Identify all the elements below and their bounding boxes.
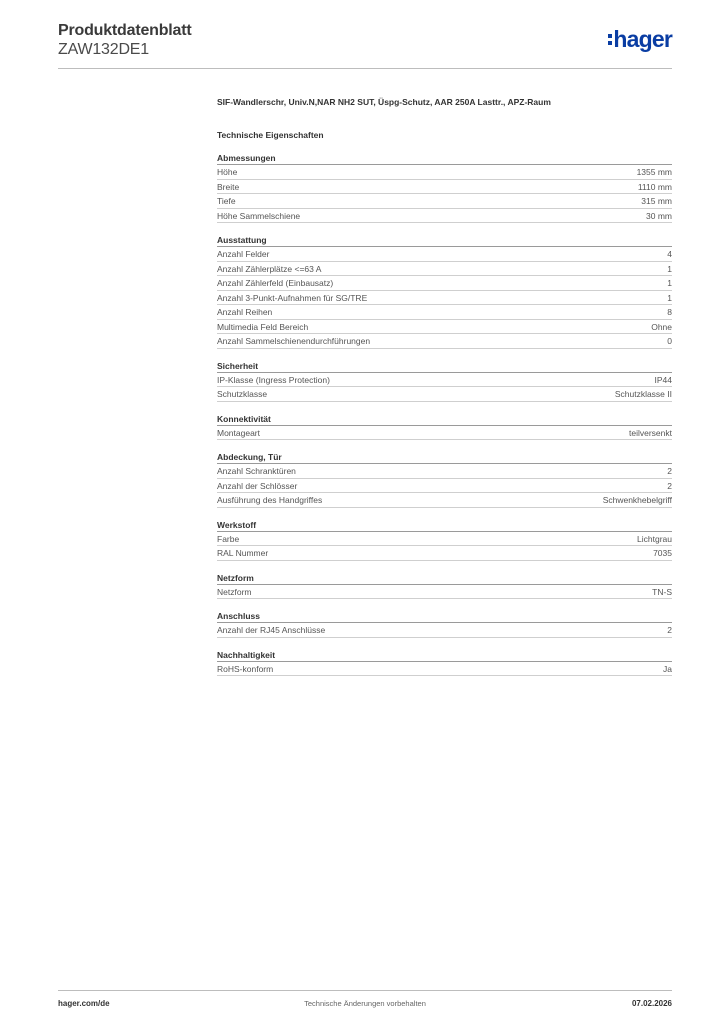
row-label: Anzahl Sammelschienendurchführungen [217, 336, 371, 346]
row-label: Multimedia Feld Bereich [217, 321, 309, 332]
table-row [217, 165, 672, 180]
footer-notice: Technische Änderungen vorbehalten [304, 999, 426, 1008]
section-title: Sicherheit [217, 360, 672, 373]
document-title: Produktdatenblatt [58, 22, 192, 39]
row-label: Anzahl der Schlösser [217, 480, 298, 491]
section-netzform [217, 572, 672, 600]
technical-heading: Technische Eigenschaften [217, 130, 324, 140]
row-value: 2 [667, 625, 672, 635]
table-row [217, 532, 672, 547]
row-label: RoHS-konform [217, 663, 274, 674]
table-row [217, 662, 672, 677]
row-label: Anzahl Felder [217, 249, 270, 259]
row-value: 1 [667, 292, 672, 303]
section-title: Anschluss [217, 610, 672, 623]
row-value: IP44 [654, 374, 672, 385]
main-content [217, 96, 672, 676]
page-header [58, 22, 672, 69]
row-value: 2 [667, 466, 672, 476]
section-ausstattung [217, 234, 672, 349]
row-label: Tiefe [217, 196, 236, 206]
row-value: Lichtgrau [637, 533, 672, 544]
row-label: Höhe Sammelschiene [217, 210, 301, 221]
table-row [217, 320, 672, 335]
row-value: 1 [667, 263, 672, 274]
table-row [217, 262, 672, 277]
row-value: 1 [667, 278, 672, 288]
row-value: 8 [667, 307, 672, 317]
row-value: Schutzklasse II [614, 389, 672, 399]
table-row [217, 373, 672, 388]
row-label: Breite [217, 181, 240, 192]
logo-dots-icon [608, 34, 612, 45]
section-title: Abdeckung, Tür [217, 451, 672, 464]
row-value: 0 [667, 336, 672, 346]
row-value: Ohne [651, 321, 672, 332]
row-label: Anzahl Reihen [217, 307, 273, 317]
table-row [217, 209, 672, 224]
section-title: Netzform [217, 572, 672, 585]
table-row [217, 426, 672, 441]
table-row [217, 464, 672, 479]
row-value: 2 [667, 480, 672, 491]
table-row [217, 546, 672, 561]
row-value: Schwenkhebelgriff [602, 495, 672, 505]
table-row [217, 305, 672, 320]
table-row [217, 194, 672, 209]
row-label: Montageart [217, 427, 260, 438]
row-label: Anzahl Schranktüren [217, 466, 296, 476]
table-row [217, 479, 672, 494]
row-label: Höhe [217, 167, 238, 177]
row-value: Ja [663, 663, 672, 674]
footer-date: 07.02.2026 [631, 999, 672, 1008]
table-row [217, 276, 672, 291]
section-title: Ausstattung [217, 234, 672, 247]
row-value: 1355 mm [636, 167, 672, 177]
row-label: Farbe [217, 533, 240, 544]
hager-logo [608, 28, 672, 51]
section-title: Abmessungen [217, 152, 672, 165]
table-row [217, 585, 672, 600]
section-nachhaltigkeit [217, 649, 672, 677]
row-value: 315 mm [641, 196, 672, 206]
section-title: Konnektivität [217, 413, 672, 426]
section-anschluss [217, 610, 672, 638]
section-title: Werkstoff [217, 519, 672, 532]
table-row [217, 387, 672, 402]
table-row [217, 247, 672, 262]
row-value: 4 [667, 249, 672, 259]
row-label: Schutzklasse [217, 389, 268, 399]
section-title: Nachhaltigkeit [217, 649, 672, 662]
page-footer [58, 990, 672, 1014]
footer-website: hager.com/de [58, 999, 110, 1008]
row-label: Anzahl Zählerplätze <=63 A [217, 263, 322, 274]
row-label: Ausführung des Handgriffes [217, 495, 323, 505]
table-row [217, 334, 672, 349]
section-abmessungen [217, 152, 672, 223]
row-label: IP-Klasse (Ingress Protection) [217, 374, 330, 385]
section-abdeckung-tuer [217, 451, 672, 508]
table-row [217, 623, 672, 638]
row-value: 1110 mm [637, 181, 672, 192]
row-value: 30 mm [646, 210, 672, 221]
product-description: SIF-Wandlerschr, Univ.N,NAR NH2 SUT, Üspg-Schutz, AAR 250A Lasttr., APZ-Raum [217, 97, 551, 107]
row-value: TN-S [652, 586, 672, 597]
row-label: RAL Nummer [217, 548, 269, 558]
row-label: Netzform [217, 586, 252, 597]
table-row [217, 180, 672, 195]
section-werkstoff [217, 519, 672, 561]
logo-text: hager [613, 26, 672, 52]
table-row [217, 493, 672, 508]
table-row [217, 291, 672, 306]
row-label: Anzahl der RJ45 Anschlüsse [217, 625, 326, 635]
row-label: Anzahl Zählerfeld (Einbausatz) [217, 278, 334, 288]
row-label: Anzahl 3-Punkt-Aufnahmen für SG/TRE [217, 292, 368, 303]
section-sicherheit [217, 360, 672, 402]
product-code: ZAW132DE1 [58, 41, 149, 58]
row-value: teilversenkt [629, 427, 672, 438]
row-value: 7035 [653, 548, 672, 558]
section-konnektivitaet [217, 413, 672, 441]
